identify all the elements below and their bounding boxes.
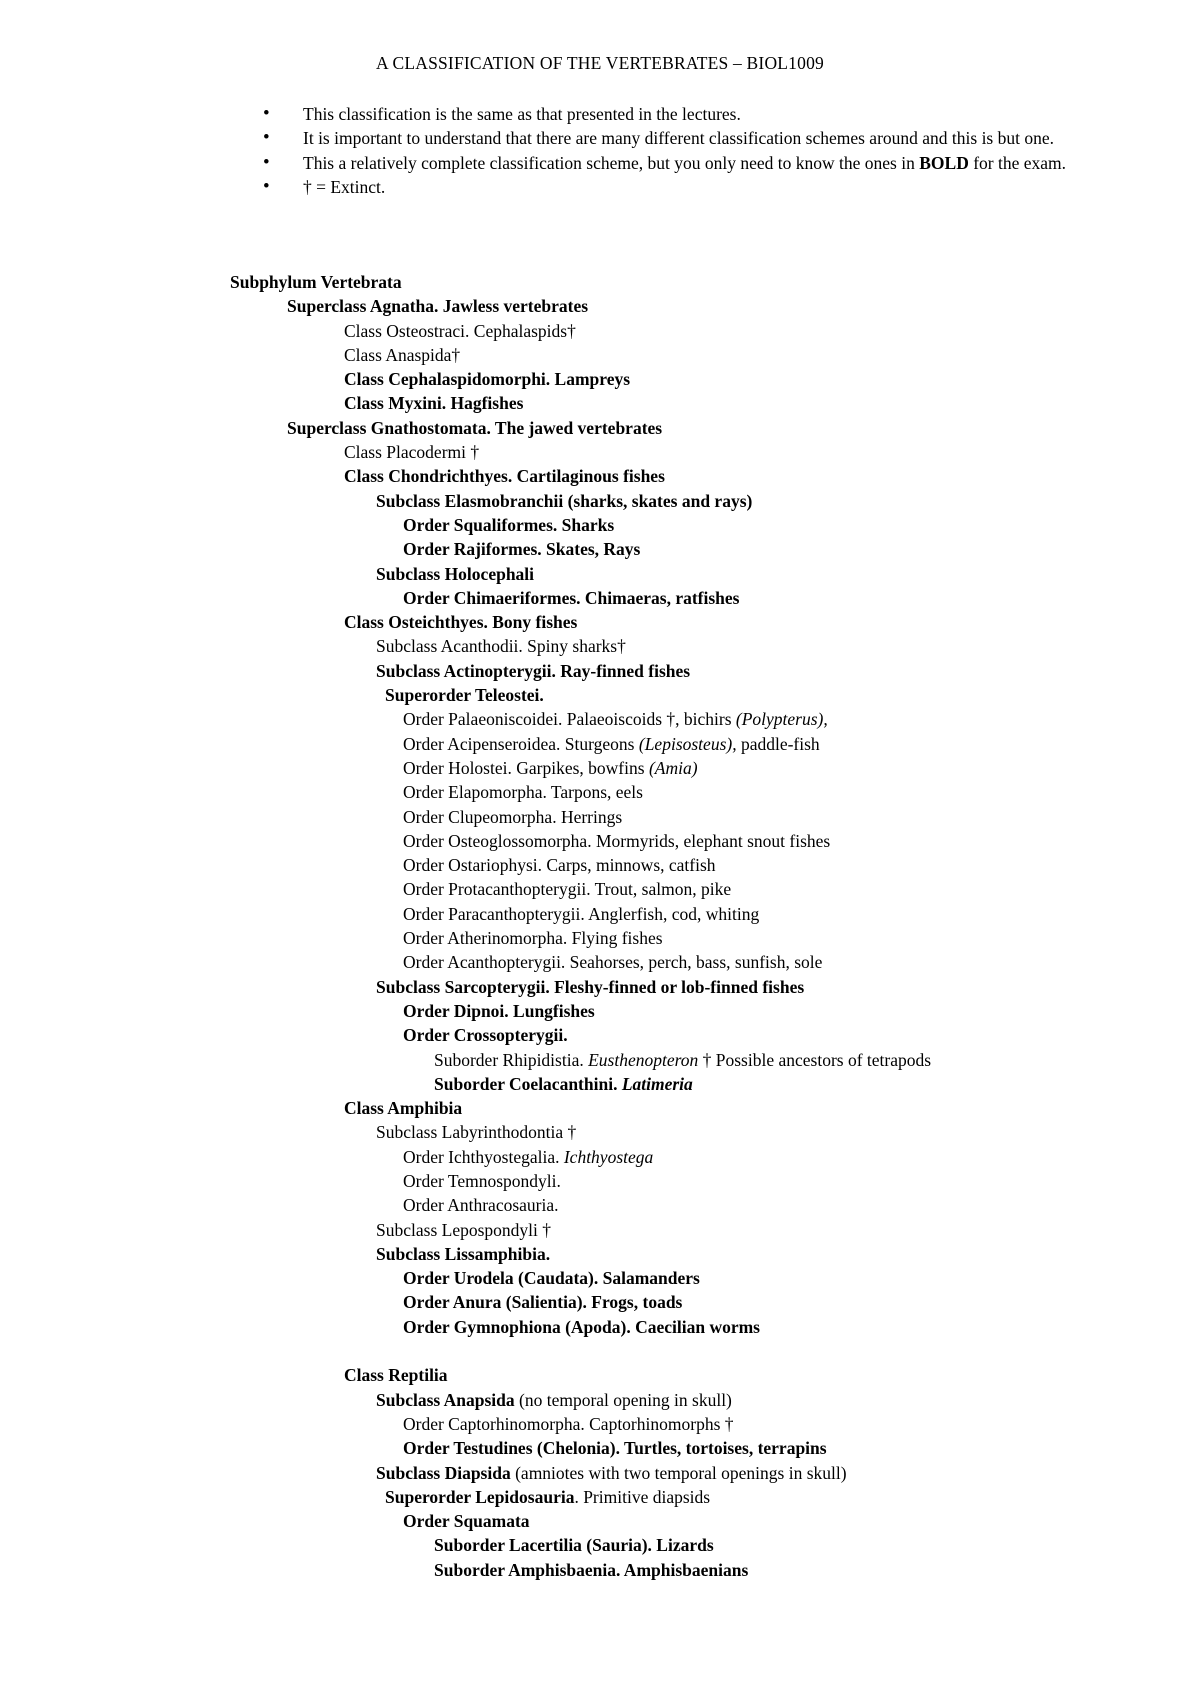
taxon-text: Subclass Labyrinthodontia † <box>376 1122 577 1143</box>
taxon-text: Order Osteoglossomorpha. Mormyrids, elephant snout fishes <box>403 830 831 851</box>
bullet-text: for the exam. <box>968 152 1067 173</box>
taxon-row <box>0 367 1200 391</box>
taxon-text: Latimeria <box>621 1073 693 1094</box>
taxon-text: Superclass Gnathostomata. The jawed vertebrates <box>287 417 663 438</box>
taxon-text: Class Osteostraci. Cephalaspids† <box>344 320 576 341</box>
taxon-text: Suborder Amphisbaenia. Amphisbaenians <box>434 1559 749 1580</box>
taxon-row <box>0 659 1200 683</box>
intro-bullet <box>0 151 1200 175</box>
intro-bullet <box>0 175 1200 199</box>
taxon-row <box>0 489 1200 513</box>
taxon-row <box>0 537 1200 561</box>
taxon-row <box>0 1412 1200 1436</box>
taxon-text: (Lepisosteus), <box>638 733 737 754</box>
taxon-row <box>0 562 1200 586</box>
taxon-text: Class Amphibia <box>344 1098 463 1119</box>
taxon-row <box>0 1242 1200 1266</box>
taxon-text: Suborder Lacertilia (Sauria). Lizards <box>434 1535 714 1556</box>
taxon-text: Class Reptilia <box>344 1365 448 1386</box>
taxon-row <box>0 683 1200 707</box>
taxon-text: Class Chondrichthyes. Cartilaginous fishes <box>344 466 665 487</box>
bullet-text: BOLD <box>919 152 969 173</box>
taxon-text: Subclass Lissamphibia. <box>376 1243 551 1264</box>
bullet-text: This a relatively complete classification scheme, but you only need to know the ones in <box>303 152 920 173</box>
taxon-text: Order Urodela (Caudata). Salamanders <box>403 1268 700 1289</box>
taxon-text: Suborder Rhipidistia. <box>434 1049 589 1070</box>
taxon-row <box>0 1315 1200 1339</box>
taxon-row <box>0 1461 1200 1485</box>
taxon-text: Superclass Agnatha. Jawless vertebrates <box>287 296 589 317</box>
taxon-row <box>0 1388 1200 1412</box>
taxon-row <box>0 1169 1200 1193</box>
taxon-row <box>0 780 1200 804</box>
taxon-text: Class Placodermi † <box>344 442 480 463</box>
taxon-text: Ichthyostega <box>563 1146 654 1167</box>
taxon-text: Order Ichthyostegalia. <box>403 1146 564 1167</box>
taxon-text: Subclass Holocephali <box>376 563 535 584</box>
taxon-text: (Amia) <box>648 757 698 778</box>
taxon-row <box>0 1363 1200 1387</box>
taxon-text: (no temporal opening in skull) <box>514 1389 732 1410</box>
taxon-text: Order Palaeoniscoidei. Palaeoiscoids †, bichirs <box>403 709 736 730</box>
classification-outline <box>0 270 1200 1582</box>
taxon-row <box>0 877 1200 901</box>
blank-line <box>0 1339 1200 1363</box>
intro-bullet <box>0 126 1200 150</box>
taxon-text: Order Dipnoi. Lungfishes <box>403 1000 595 1021</box>
taxon-text: . Primitive diapsids <box>574 1486 711 1507</box>
taxon-row <box>0 756 1200 780</box>
taxon-row <box>0 1485 1200 1509</box>
intro-bullet <box>0 102 1200 126</box>
taxon-row <box>0 926 1200 950</box>
taxon-text: Order Acipenseroidea. Sturgeons <box>403 733 639 754</box>
taxon-text: Order Squaliformes. Sharks <box>403 514 615 535</box>
taxon-text: Class Osteichthyes. Bony fishes <box>344 612 578 633</box>
taxon-row <box>0 707 1200 731</box>
taxon-text: (amniotes with two temporal openings in skull) <box>510 1462 847 1483</box>
taxon-text: Order Elapomorpha. Tarpons, eels <box>403 782 643 803</box>
taxon-text: Order Acanthopterygii. Seahorses, perch, bass, sunfish, sole <box>403 952 823 973</box>
taxon-row <box>0 999 1200 1023</box>
taxon-text: Suborder Coelacanthini. <box>434 1073 622 1094</box>
taxon-text: Order Gymnophiona (Apoda). Caecilian worms <box>403 1316 760 1337</box>
taxon-text: Superorder Lepidosauria <box>385 1486 575 1507</box>
taxon-row <box>0 416 1200 440</box>
taxon-row <box>0 343 1200 367</box>
taxon-text: Subclass Acanthodii. Spiny sharks† <box>376 636 626 657</box>
taxon-row <box>0 805 1200 829</box>
taxon-row <box>0 732 1200 756</box>
taxon-text: Class Cephalaspidomorphi. Lampreys <box>344 369 631 390</box>
taxon-text: Subclass Anapsida <box>376 1389 515 1410</box>
taxon-row <box>0 853 1200 877</box>
taxon-text: (Polypterus), <box>735 709 828 730</box>
taxon-text: Superorder Teleostei. <box>385 685 544 706</box>
taxon-text: Order Temnospondyli. <box>403 1170 561 1191</box>
taxon-row <box>0 634 1200 658</box>
taxon-text: Subphylum Vertebrata <box>230 272 402 292</box>
taxon-text: Subclass Sarcopterygii. Fleshy-finned or lob-finned fishes <box>376 976 805 997</box>
bullet-text: † = Extinct. <box>303 176 386 197</box>
taxon-row <box>0 1290 1200 1314</box>
taxon-row <box>0 1266 1200 1290</box>
taxon-text: Order Anura (Salientia). Frogs, toads <box>403 1292 683 1313</box>
taxon-row <box>0 1023 1200 1047</box>
taxon-text: Class Myxini. Hagfishes <box>344 393 524 414</box>
taxon-row <box>0 829 1200 853</box>
taxon-row <box>0 1120 1200 1144</box>
taxon-row <box>0 440 1200 464</box>
taxon-text: Order Chimaeriformes. Chimaeras, ratfishes <box>403 587 740 608</box>
taxon-text: Order Captorhinomorpha. Captorhinomorphs † <box>403 1413 734 1434</box>
taxon-row <box>0 513 1200 537</box>
taxon-row <box>0 464 1200 488</box>
taxon-text: † Possible ancestors of tetrapods <box>698 1049 932 1070</box>
taxon-text: Order Crossopterygii. <box>403 1025 568 1046</box>
taxon-row <box>0 1072 1200 1096</box>
taxon-row <box>0 391 1200 415</box>
taxon-text: paddle-fish <box>736 733 820 754</box>
taxon-row <box>0 1145 1200 1169</box>
taxon-row <box>0 1193 1200 1217</box>
taxon-text: Subclass Elasmobranchii (sharks, skates and rays) <box>376 490 753 511</box>
taxon-row <box>0 975 1200 999</box>
taxon-text: Class Anaspida† <box>344 344 461 365</box>
taxon-row <box>0 902 1200 926</box>
taxon-text: Subclass Diapsida <box>376 1462 511 1483</box>
taxon-text: Order Protacanthopterygii. Trout, salmon, pike <box>403 879 732 900</box>
intro-bullet-list <box>0 102 1200 199</box>
taxon-row <box>0 586 1200 610</box>
taxon-row <box>0 319 1200 343</box>
bullet-text: This classification is the same as that presented in the lectures. <box>303 104 741 124</box>
taxon-row <box>0 1096 1200 1120</box>
taxon-row <box>0 1436 1200 1460</box>
taxon-row <box>0 610 1200 634</box>
taxon-row <box>0 1533 1200 1557</box>
taxon-text: Order Anthracosauria. <box>403 1195 559 1216</box>
taxon-row <box>0 294 1200 318</box>
bullet-text: It is important to understand that there are many different classification schemes around and this is but one. <box>303 128 1054 149</box>
taxon-text: Order Squamata <box>403 1511 530 1532</box>
taxon-row <box>0 1218 1200 1242</box>
taxon-text: Order Holostei. Garpikes, bowfins <box>403 757 649 778</box>
taxon-text: Order Testudines (Chelonia). Turtles, tortoises, terrapins <box>403 1438 827 1459</box>
taxon-text: Order Paracanthopterygii. Anglerfish, cod, whiting <box>403 903 760 924</box>
taxon-text: Subclass Actinopterygii. Ray-finned fishes <box>376 660 691 681</box>
taxon-text: Subclass Lepospondyli † <box>376 1219 551 1240</box>
taxon-text: Order Atherinomorpha. Flying fishes <box>403 928 663 949</box>
taxon-row <box>0 270 1200 294</box>
taxon-text: Order Ostariophysi. Carps, minnows, catfish <box>403 855 716 876</box>
taxon-row <box>0 1558 1200 1582</box>
taxon-text: Order Rajiformes. Skates, Rays <box>403 539 641 560</box>
page-title: A CLASSIFICATION OF THE VERTEBRATES – BIOL1009 <box>376 53 824 73</box>
taxon-row <box>0 1048 1200 1072</box>
taxon-row <box>0 1509 1200 1533</box>
taxon-row <box>0 950 1200 974</box>
taxon-text: Order Clupeomorpha. Herrings <box>403 806 623 827</box>
taxon-text: Eusthenopteron <box>588 1049 699 1070</box>
